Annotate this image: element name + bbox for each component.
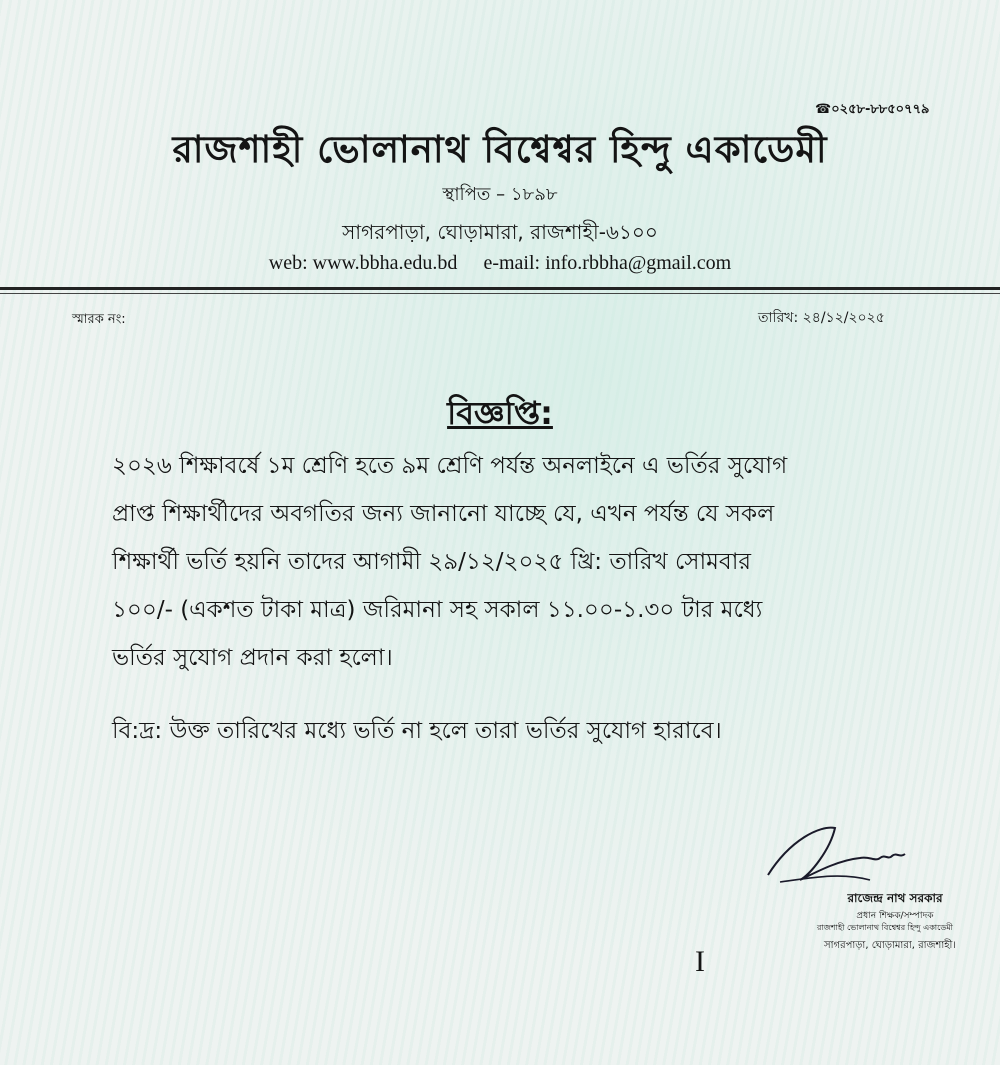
notice-line: ১০০/- (একশত টাকা মাত্র) জরিমানা সহ সকাল ১১.০০-১.৩০ টার মধ্যে [112, 597, 763, 623]
notice-line: ২০২৬ শিক্ষাবর্ষে ১ম শ্রেণি হতে ৯ম শ্রেণি পর্যন্ত অনলাইনে এ ভর্তির সুযোগ [112, 453, 788, 479]
memo-number-label: স্মারক নং: [72, 312, 126, 327]
notice-title: বিজ্ঞপ্তি: [447, 394, 553, 432]
established-year: স্থাপিত – ১৮৯৮ [442, 184, 558, 205]
notice-body [112, 442, 1000, 682]
school-name: রাজশাহী ভোলানাথ বিশ্বেশ্বর হিন্দু একাডেমী [172, 128, 828, 171]
contact-line [0, 252, 1000, 275]
signatory-school: রাজশাহী ভোলানাথ বিশ্বেশ্বর হিন্দু একাডেমী [817, 923, 953, 932]
signatory-role: প্রধান শিক্ষক/সম্পাদক [856, 911, 934, 921]
school-address: সাগরপাড়া, ঘোড়ামারা, রাজশাহী-৬১০০ [342, 220, 658, 244]
signatory-name: রাজেন্দ্র নাথ সরকার [847, 891, 943, 905]
text-cursor-icon: I [695, 945, 705, 978]
notice-line: শিক্ষার্থী ভর্তি হয়নি তাদের আগামী ২৯/১২/২০২৫ খ্রি: তারিখ সোমবার [112, 549, 752, 575]
signature-scribble [760, 820, 910, 895]
header-rule-thin [0, 293, 1000, 294]
signatory-address: সাগরপাড়া, ঘোড়ামারা, রাজশাহী। [824, 940, 956, 951]
notice-line: প্রাপ্ত শিক্ষার্থীদের অবগতির জন্য জানানো যাচ্ছে যে, এখন পর্যন্ত যে সকল [112, 501, 775, 527]
website-link[interactable]: web: www.bbha.edu.bd [268, 252, 458, 274]
phone-number: ☎০২৫৮-৮৮৫০৭৭৯ [815, 102, 930, 117]
notice-date: তারিখ: ২৪/১২/২০২৫ [758, 310, 885, 326]
notice-note: বি:দ্র: উক্ত তারিখের মধ্যে ভর্তি না হলে তারা ভর্তির সুযোগ হারাবে। [112, 718, 722, 744]
header-rule [0, 287, 1000, 290]
notice-line: ভর্তির সুযোগ প্রদান করা হলো। [112, 645, 393, 671]
email-link[interactable]: e-mail: info.rbbha@gmail.com [483, 252, 732, 274]
